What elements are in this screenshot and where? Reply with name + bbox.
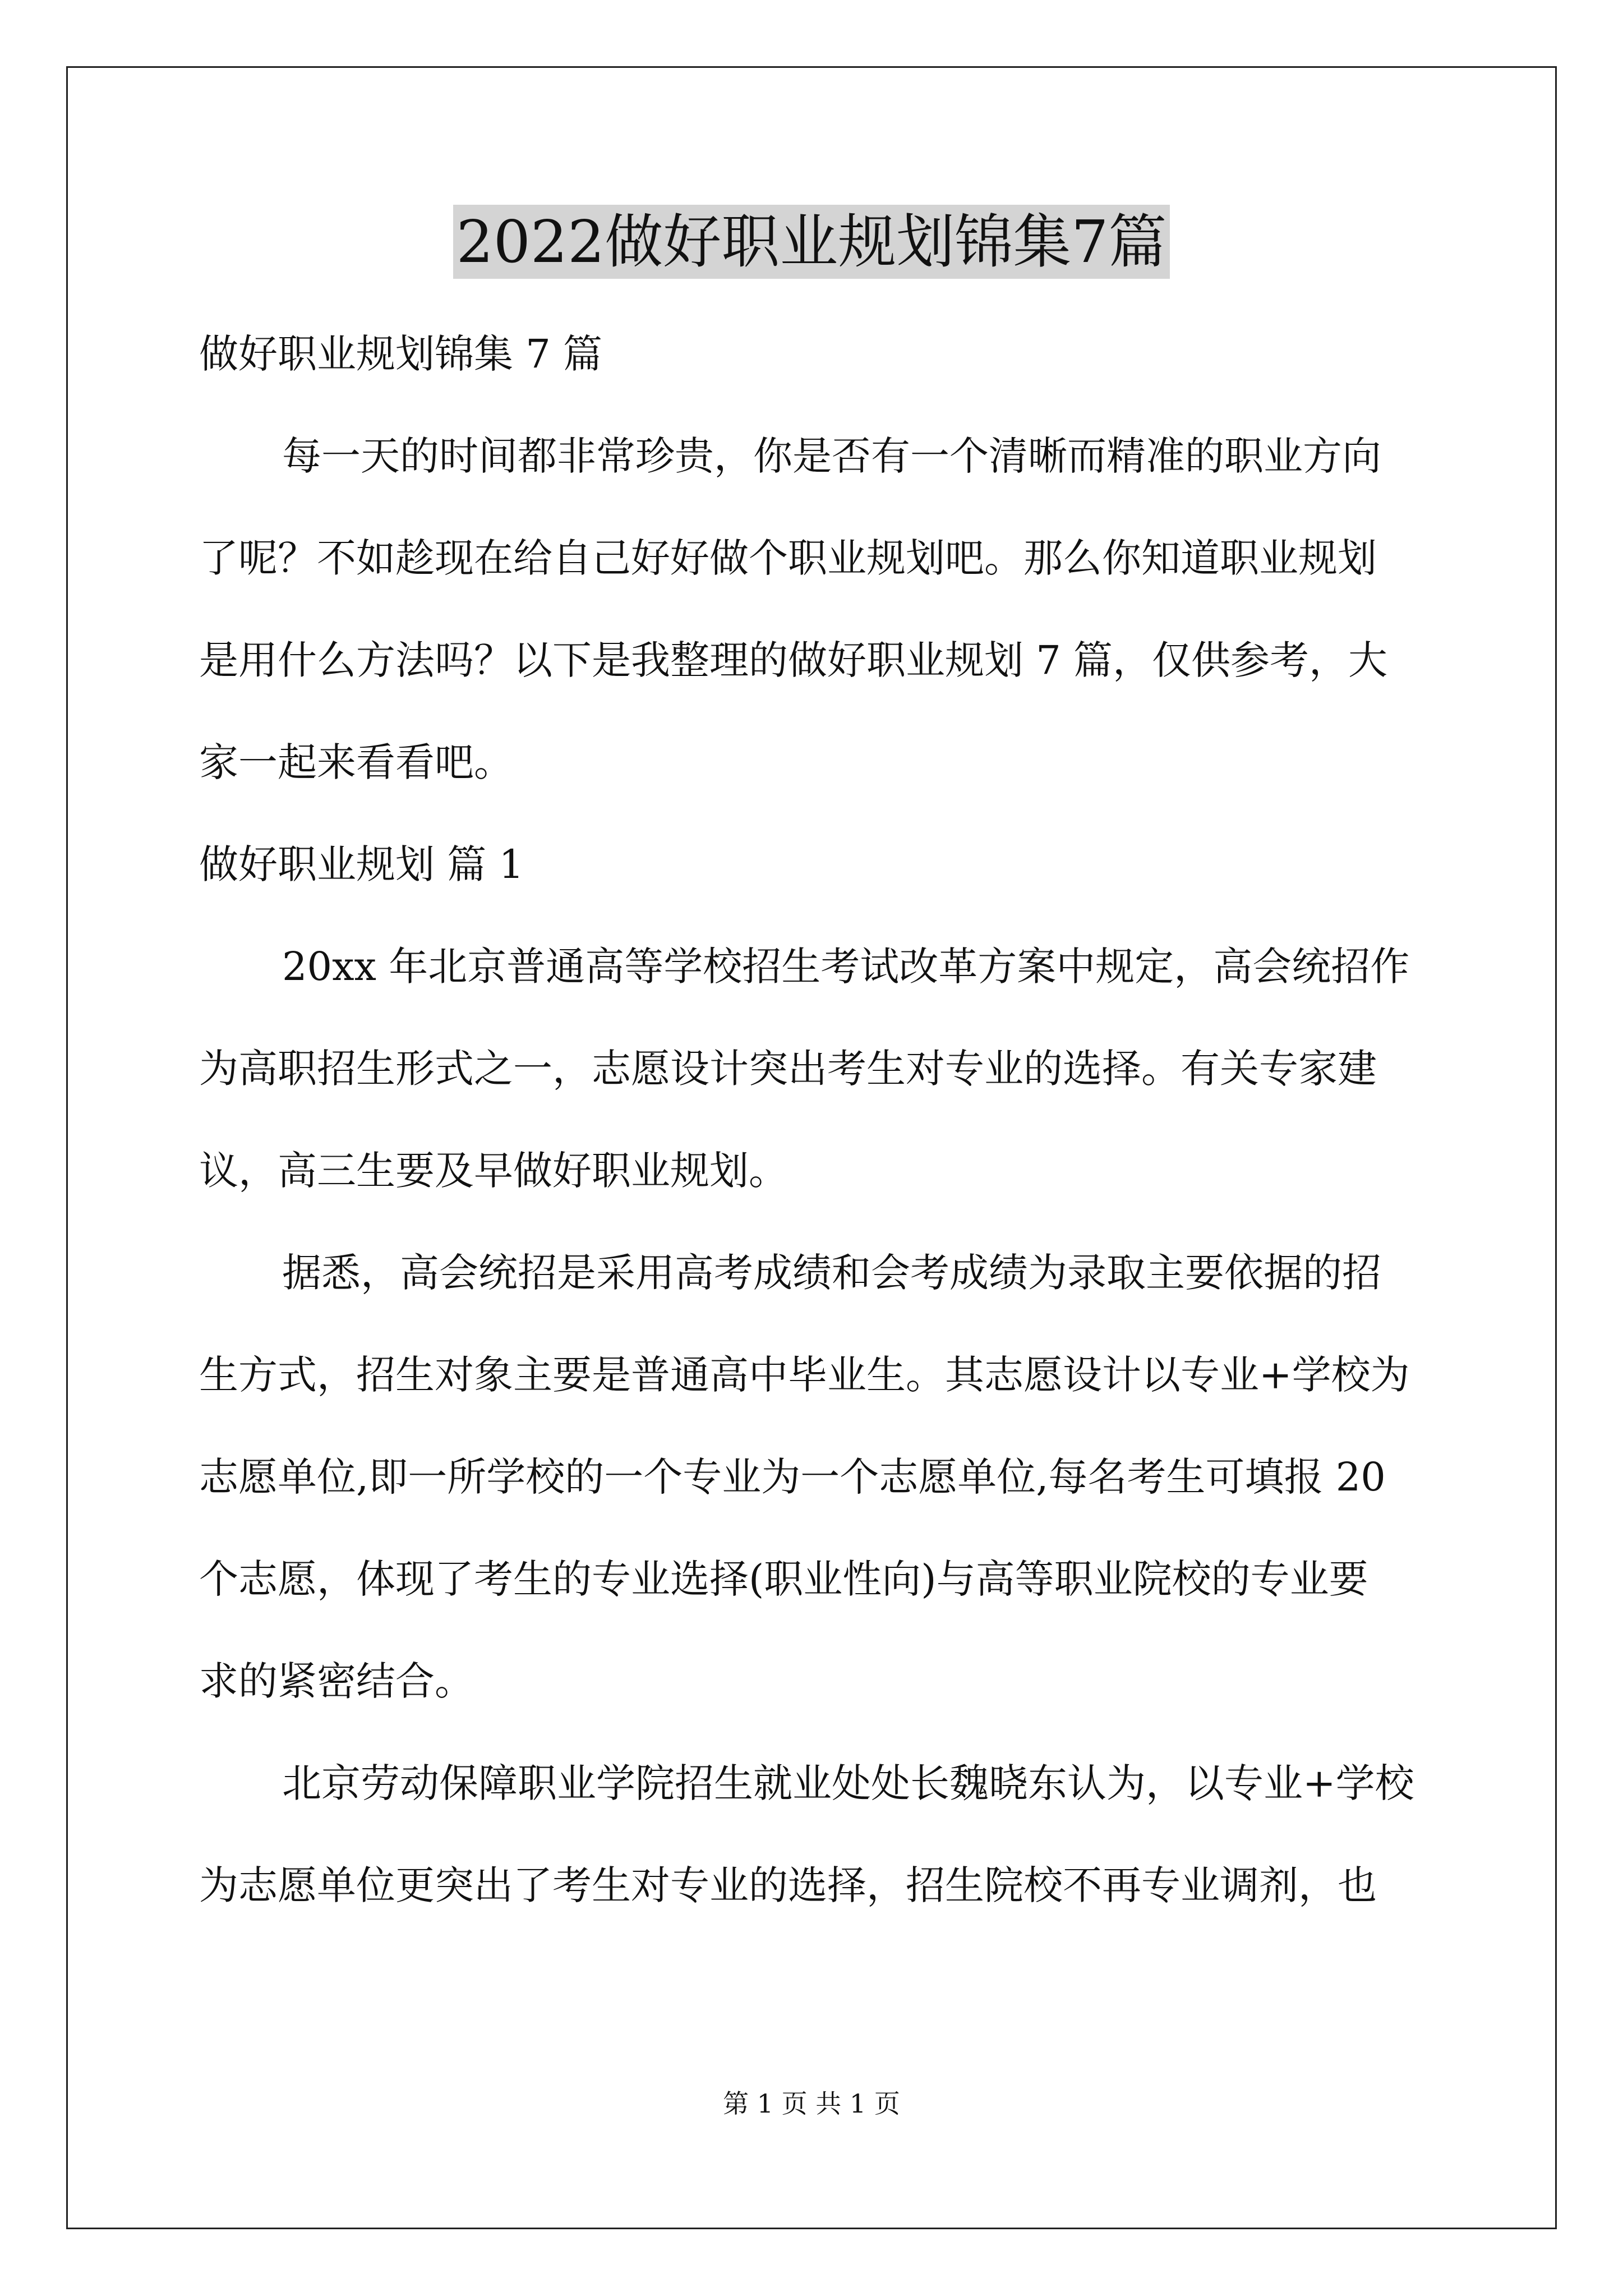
- section-heading: 做好职业规划 篇 1: [199, 841, 524, 887]
- subtitle-line: 做好职业规划锦集 7 篇: [199, 331, 603, 377]
- document-body: [199, 303, 1433, 1936]
- paragraph-line: 求的紧密结合。: [199, 1658, 474, 1704]
- paragraph-line: 是用什么方法吗？以下是我整理的做好职业规划 7 篇，仅供参考，大: [199, 637, 1388, 683]
- paragraph-line: 生方式，招生对象主要是普通高中毕业生。其志愿设计以专业+学校为: [199, 1352, 1410, 1398]
- paragraph-line: 议，高三生要及早做好职业规划。: [199, 1148, 788, 1194]
- document-title: 2022做好职业规划锦集7篇: [453, 205, 1170, 279]
- title-container: [0, 205, 1623, 279]
- paragraph-line: 为志愿单位更突出了考生对专业的选择，招生院校不再专业调剂，也: [199, 1862, 1377, 1908]
- paragraph-line: 据悉，高会统招是采用高考成绩和会考成绩为录取主要依据的招: [282, 1250, 1381, 1296]
- paragraph-line: 个志愿，体现了考生的专业选择(职业性向)与高等职业院校的专业要: [199, 1556, 1368, 1602]
- page-footer: 第 1 页 共 1 页: [723, 2088, 900, 2119]
- paragraph-line: 为高职招生形式之一，志愿设计突出考生对专业的选择。有关专家建: [199, 1046, 1377, 1092]
- paragraph-line: 志愿单位,即一所学校的一个专业为一个志愿单位,每名考生可填报 20: [199, 1454, 1386, 1500]
- paragraph-line: 每一天的时间都非常珍贵，你是否有一个清晰而精准的职业方向: [282, 433, 1381, 479]
- paragraph-line: 家一起来看看吧。: [199, 739, 513, 785]
- paragraph-line: 了呢？不如趁现在给自己好好做个职业规划吧。那么你知道职业规划: [199, 535, 1377, 581]
- paragraph-line: 北京劳动保障职业学院招生就业处处长魏晓东认为，以专业+学校: [282, 1760, 1414, 1806]
- paragraph-line: 20xx 年北京普通高等学校招生考试改革方案中规定，高会统招作: [282, 944, 1410, 990]
